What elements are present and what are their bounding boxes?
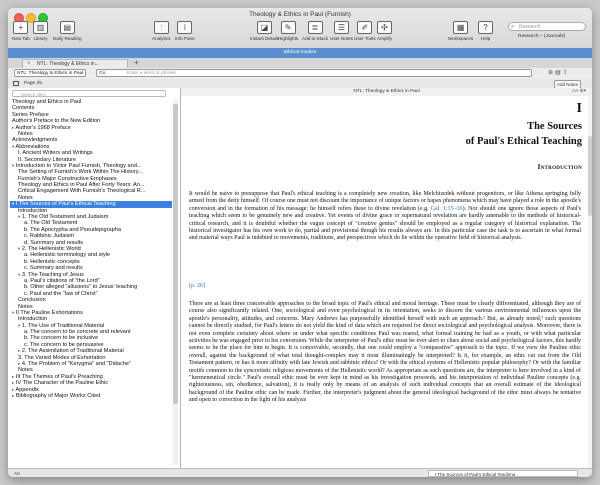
paragraph-1: It would be naive to presuppose that Paul's ethical teaching is a completely new creation, like Melchizedek without progenitors, or like Athena springing fully armed from the deity himself. Of course one must not discount the importance of unique factors or hapax phenomena which may have played a role in the apostle's conversion and in the formation of his message; he himself refers these to divine revelation (e.g. Gal. 1:15–16). Nor should one ignore those aspects of Paul's teaching which seem to be genuinely new and creative. Yet events of divine grace or supernatural revelation are hardly amenable to the methods of historical-critical research, and it is doubtful whether the vague concept of "creative genius" should be employed as a regular category of historical explanation. The historical investigator has his own work to do, partial and provisional though his results always are. In this particular case the task is to ascertain in what formal and material ways Paul is indebted to movements, traditions, and perspectives which do lie within the operative field of historical analysis. — [189, 191, 581, 242]
status-location: I The Sources of Paul's Ethical Teaching — [428, 470, 578, 477]
zoom-icon[interactable]: ⊕ — [548, 70, 556, 76]
workspaces-button[interactable]: ▦ Workspaces — [448, 23, 474, 41]
add-to-stack-button[interactable]: ≣ Add to Stack — [302, 23, 329, 41]
disclosure-open-icon[interactable]: ▾ — [12, 309, 15, 315]
instant-details-button[interactable]: ◪ Instant Details — [250, 23, 280, 41]
app-window — [8, 8, 592, 477]
toc-item-label: Notes — [18, 130, 33, 137]
disclosure-closed-icon[interactable]: ▸ — [12, 392, 15, 398]
toc-item-label: Acknowledgments — [12, 137, 58, 144]
toc-list — [10, 99, 172, 399]
reader-scrollbar[interactable] — [588, 96, 592, 468]
toc-item-label: The Setting of Furnish's Work Within The History... — [18, 169, 143, 176]
toc-item-label: b. The Apocrypha and Pseudepigrapha — [24, 226, 121, 233]
toc-item-label: Abbreviations — [15, 143, 50, 150]
disclosure-open-icon[interactable]: ▾ — [12, 201, 15, 207]
text-size-button[interactable]: AA ⊕▾ — [572, 89, 586, 94]
toc-item-label: Critical Engagement With Furnish's Theological R... — [18, 188, 146, 195]
search-icon: ⌕ — [511, 24, 515, 30]
disclosure-open-icon[interactable]: ▾ — [18, 245, 21, 251]
page-label: Page 25 — [24, 81, 42, 86]
toc-item-label: Notes — [18, 303, 33, 310]
title-bar — [8, 8, 592, 59]
toc-item-label: c. Paul and the "law of Christ" — [24, 290, 98, 297]
info-icon: i — [177, 21, 192, 34]
amplify-icon: ✣ — [377, 21, 392, 34]
disclosure-open-icon[interactable]: ▾ — [18, 214, 21, 220]
toc-item-label: b. Hellenistic concepts — [24, 258, 80, 265]
info-pane-button[interactable]: i Info Pane — [175, 23, 195, 41]
toc-item-label: a. Paul's citations of "the Lord" — [24, 277, 100, 284]
workspaces-icon: ▦ — [453, 21, 468, 34]
toc-item[interactable] — [10, 393, 172, 399]
location-tools — [548, 69, 570, 76]
toc-item-label: c. Summary and results — [24, 265, 83, 272]
amplify-button[interactable]: ✣ Amplify — [377, 23, 393, 41]
disclosure-open-icon[interactable]: ▾ — [18, 271, 21, 277]
analytics-icon: ⫶ — [154, 21, 169, 34]
toc-item-label: 3. The Varied Modes of Exhortation — [18, 354, 106, 361]
layout-icon[interactable]: ▤ — [555, 70, 563, 76]
disclosure-open-icon[interactable]: ▾ — [12, 162, 15, 168]
user-tools-button[interactable]: ✐ User Tools — [354, 23, 376, 41]
highlight-icon: ✎ — [281, 21, 296, 34]
add-tab-button[interactable]: + — [134, 58, 139, 67]
toc-search-input[interactable]: Search titles — [12, 90, 166, 97]
toc-item-label: Theology and Ethics in Paul After Forty Years: An... — [18, 182, 145, 189]
status-art-label: Art — [14, 471, 20, 476]
toc-item-label: Author's Preface to the New Edition — [12, 118, 101, 125]
toc-item-label: Series Preface — [12, 111, 49, 118]
toc-item-label: Bibliography of Major Works Cited — [15, 392, 101, 399]
reader-scroll-thumb[interactable] — [588, 136, 592, 216]
toc-item-label: I. Ancient Writers and Writings — [18, 150, 93, 157]
help-icon: ? — [478, 21, 493, 34]
toc-item-label: c. Rabbinic Judaism — [24, 233, 75, 240]
close-tab-icon[interactable]: × — [27, 61, 31, 67]
book-select[interactable]: NTL: Theology & Ethics in Paul — [14, 69, 86, 77]
toc-item-label: IV The Character of the Pauline Ethic — [15, 380, 109, 387]
toc-item-label: Conclusion — [18, 297, 46, 304]
toc-item-label: Introduction to Victor Paul Furnish, Theology and... — [15, 162, 142, 169]
disclosure-closed-icon[interactable]: ▸ — [18, 361, 21, 367]
status-bar — [8, 468, 592, 477]
chapter-title-line2: of Paul's Ethical Teaching — [465, 136, 582, 147]
toc-item-label: 2. The Hellenistic World — [21, 245, 81, 252]
highlights-button[interactable]: ✎ Highlights — [278, 23, 299, 41]
share-icon[interactable]: ⇪ — [562, 70, 570, 76]
tools-icon: ✐ — [357, 21, 372, 34]
chapter-title-line1: The Sources — [527, 121, 582, 132]
reader-header: NTL: Theology & Ethics in Paul AA ⊕▾ — [181, 88, 592, 97]
disclosure-closed-icon[interactable]: ▸ — [12, 373, 15, 379]
toc-item-label: Notes — [18, 367, 33, 374]
toc-item-label: Notes — [18, 194, 33, 201]
section-heading: Introduction — [537, 163, 582, 171]
analytics-button[interactable]: ⫶ Analytics — [152, 23, 171, 41]
toc-item-label: b. The concern to be inclusive — [24, 335, 99, 342]
tab-theology-ethics[interactable]: × NTL: Theology & Ethics in... — [22, 59, 128, 68]
reference-input[interactable]: Go Enter a word or phrase — [96, 69, 532, 77]
toc-item-label: Introduction — [18, 316, 48, 323]
toc-item-label: Author's 1968 Preface — [15, 124, 71, 131]
toc-item-label: 1. The Use of Traditional Material — [21, 322, 105, 329]
disclosure-closed-icon[interactable]: ▸ — [12, 386, 15, 392]
instant-details-icon: ◪ — [257, 21, 272, 34]
disclosure-closed-icon[interactable]: ▸ — [12, 124, 15, 130]
toc-item-label: 4. The Problem of "Kerygma" and "Didache" — [21, 361, 132, 368]
toc-item-label: c. The concern to be persuasive — [24, 341, 104, 348]
library-icon: ▥ — [33, 21, 48, 34]
reader-pane — [181, 96, 592, 468]
chapter-number: I — [576, 101, 582, 116]
page-marker[interactable]: [p. 26] — [189, 283, 205, 289]
disclosure-open-icon[interactable]: ▾ — [18, 322, 21, 328]
library-button[interactable]: ▥ Library — [33, 23, 48, 41]
toc-item-label: a. The Old Testament — [24, 220, 78, 227]
toc-scroll-thumb[interactable] — [173, 104, 178, 404]
toc-item-label: III The Themes of Paul's Preaching — [15, 373, 103, 380]
toc-item-label: d. Summary and results — [24, 239, 84, 246]
notes-icon: ☰ — [334, 21, 349, 34]
toc-item-label: a. The concern to be concrete and relevant — [24, 329, 131, 336]
toc-item-label: Theology and Ethics in Paul — [12, 99, 82, 105]
user-notes-button[interactable]: ☰ User Notes — [330, 23, 353, 41]
toc-item-label: Appendix — [15, 386, 39, 393]
daily-reading-button[interactable]: ▤ Daily Reading — [53, 23, 82, 41]
disclosure-closed-icon[interactable]: ▸ — [12, 380, 15, 386]
toc-item-label: 2. The Assimilation of Traditional Material — [21, 348, 124, 355]
new-tab-icon: + — [13, 21, 28, 34]
page-icon — [13, 81, 19, 86]
disclosure-open-icon[interactable]: ▾ — [12, 143, 15, 149]
paragraph-2: There are at least three conceivable approaches to the broad topic of Paul's ethical and moral heritage. These must be clearly differentiated, although they are of course also significantly related. One, sociological and even psychological in its orientation, seeks to discern the various environmental influences upon the apostle's personality, attitudes, and concerns. Mary Andrews has purposefully identified herself with such an approach.¹ But, as already noted,² such questions cannot be directly studied, for Paul's letters do not yield the kind of data which are required for direct sociological and psychological analysis. Moreover, there is not even complete certainty about where or under what specific conditions Paul was reared, what formal training he had as a youth, or with what particular activities he was engaged prior to his conversion. While the interpreter of Paul's ethic must be ever alert to clues about social and psychological factors, this hardly seems to be the place for him to begin. It is conceivable, secondly, that one could employ a "comparative" approach to the topic. If we view the Pauline ethic overall, against the background of what total thought-complex may it most illuminatingly be interpreted? Is it, for example, an ethic cut out from the Old Testament pattern, or has it more affinity with late Jewish and rabbinic ethics? Or with the ethical systems of Hellenistic popular philosophy? Or with the familiar motifs common to the syncretistic religious movements of the Hellenistic world? As appropriate as such questions are, the interpreter is here involved in a kind of "hermeneutical circle." Paul's overall ethic must be ever kept in mind as his investigation proceeds, and his interpretation of individual Pauline concepts (e.g. righteousness, sin, obedience, salvation), it is really only by means of an analysis of such individual concepts that an overall estimate of the ideological background of the Pauline ethic can be made. Further, the interpreter's judgment about the general ideological background of the ethic must always be tentative and open to correction in the light of his analysis — [189, 301, 581, 404]
toc-item-label: 3. The Teaching of Jesus — [21, 271, 84, 278]
disclosure-closed-icon[interactable]: ▸ — [18, 348, 21, 354]
toc-item-label: Furnish's Major Constructive Emphases — [18, 175, 117, 182]
scripture-link[interactable]: Gal. 1:15–16 — [430, 205, 463, 212]
toc-item-label: II The Pauline Exhortations — [15, 309, 83, 316]
go-label: Go — [99, 71, 106, 76]
research-search-input[interactable]: ⌕ Research — [508, 22, 586, 31]
toc-item-label: Introduction — [18, 207, 48, 214]
toc-scrollbar[interactable] — [173, 100, 178, 465]
stack-icon: ≣ — [308, 21, 323, 34]
toc-item-label: b. Other alleged "allusions" to Jesus' teaching — [24, 284, 138, 291]
biblical-studies-strip: Biblical Studies — [8, 48, 592, 58]
table-of-contents — [8, 88, 181, 468]
research-label: Research – (Journals) — [518, 34, 566, 39]
toc-item-label: Contents — [12, 105, 35, 112]
toc-item-label: I The Sources of Paul's Ethical Teaching — [15, 201, 116, 208]
toc-item-label: II. Secondary Literature — [18, 156, 77, 163]
new-tab-button[interactable]: + New Tab — [12, 23, 30, 41]
help-button[interactable]: ? Help — [478, 21, 493, 41]
daily-reading-icon: ▤ — [60, 21, 75, 34]
toc-item-label: 1. The Old Testament and Judaism — [21, 214, 109, 221]
toc-item-label: a. Hellenistic terminology and style — [24, 252, 111, 259]
window-title: Theology & Ethics in Paul (Furnish) — [249, 11, 351, 18]
add-notes-button[interactable]: Add Notes — [554, 80, 581, 89]
